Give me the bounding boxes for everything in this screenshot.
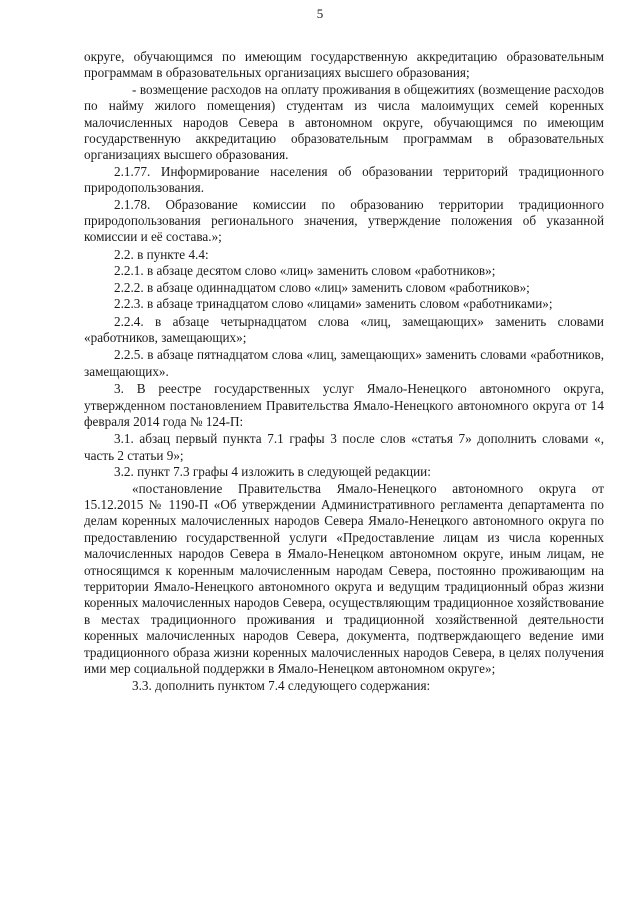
paragraph-2-1-78: 2.1.78. Образование комиссии по образованию территории традиционного природопользования регионального значения, утверждение положения об указанной комиссии и её состава.»;: [84, 196, 604, 245]
paragraph-2-2-4: 2.2.4. в абзаце четырнадцатом слова «лиц, замещающих» заменить словами «работников, замещающих»;: [84, 313, 604, 345]
page-number: 5: [316, 6, 324, 21]
paragraph-2-2-5: 2.2.5. в абзаце пятнадцатом слова «лиц, замещающих» заменить словами «работников, замещающих».: [84, 347, 604, 379]
paragraph-3-2: 3.2. пункт 7.3 графы 4 изложить в следующей редакции:: [114, 464, 431, 480]
paragraph-2-2-2: 2.2.2. в абзаце одиннадцатом слово «лиц» заменить словом «работников»;: [114, 279, 530, 295]
paragraph-2-2-1: 2.2.1. в абзаце десятом слово «лиц» заменить словом «работников»;: [114, 263, 496, 279]
paragraph-resolution-text: «постановление Правительства Ямало-Ненецкого автономного округа от 15.12.2015 № 1190-П «Об утверждении Административного регламента департамента по делам коренных малочисленных народов Севера Ямало-Ненецкого автономного округа по предоставлению государственной услуги «Предоставление лицам из числа коренных малочисленных народов Севера в Ямало-Ненецком автономном округе, иным лицам, не относящимся к коренным малочисленным народам Севера, постоянно проживающим на территории Ямало-Ненецкого автономного округа и ведущим традиционный образ жизни коренных малочисленных народов Севера, осуществляющим традиционное хозяйствование в местах традиционного проживания и традиционной хозяйственной деятельности коренных малочисленных народов Севера, документа, подтверждающего ведение ими традиционного образа жизни коренных малочисленных народов Севера, в целях получения ими мер социальной поддержки в Ямало-Ненецком автономном округе»;: [84, 480, 604, 677]
paragraph-2-2: 2.2. в пункте 4.4:: [114, 246, 209, 262]
paragraph-2-1-77: 2.1.77. Информирование населения об образовании территорий традиционного природопользования.: [84, 163, 604, 196]
paragraph-3-1: 3.1. абзац первый пункта 7.1 графы 3 после слов «статья 7» дополнить словами «, часть 2 статьи 9»;: [84, 431, 604, 463]
paragraph-2-2-3: 2.2.3. в абзаце тринадцатом слово «лицами» заменить словом «работниками»;: [114, 296, 553, 312]
paragraph-dormitory-compensation: - возмещение расходов на оплату проживания в общежитиях (возмещение расходов по найму жилого помещения) студентам из числа малоимущих семей коренных малочисленных народов Севера в автономном округе, обучающимся по имеющим государственную аккредитацию образовательным программам в образовательных организациях высшего образования.: [84, 81, 604, 163]
document-body: [84, 49, 604, 695]
paragraph-continuation: округе, обучающимся по имеющим государственную аккредитацию образовательным программам в образовательных организациях высшего образования;: [84, 49, 604, 81]
paragraph-3-3: 3.3. дополнить пунктом 7.4 следующего содержания:: [132, 678, 431, 694]
paragraph-3: 3. В реестре государственных услуг Ямало-Ненецкого автономного округа, утвержденном постановлением Правительства Ямало-Ненецкого автономного округа от 14 февраля 2014 года № 124-П:: [84, 381, 604, 429]
